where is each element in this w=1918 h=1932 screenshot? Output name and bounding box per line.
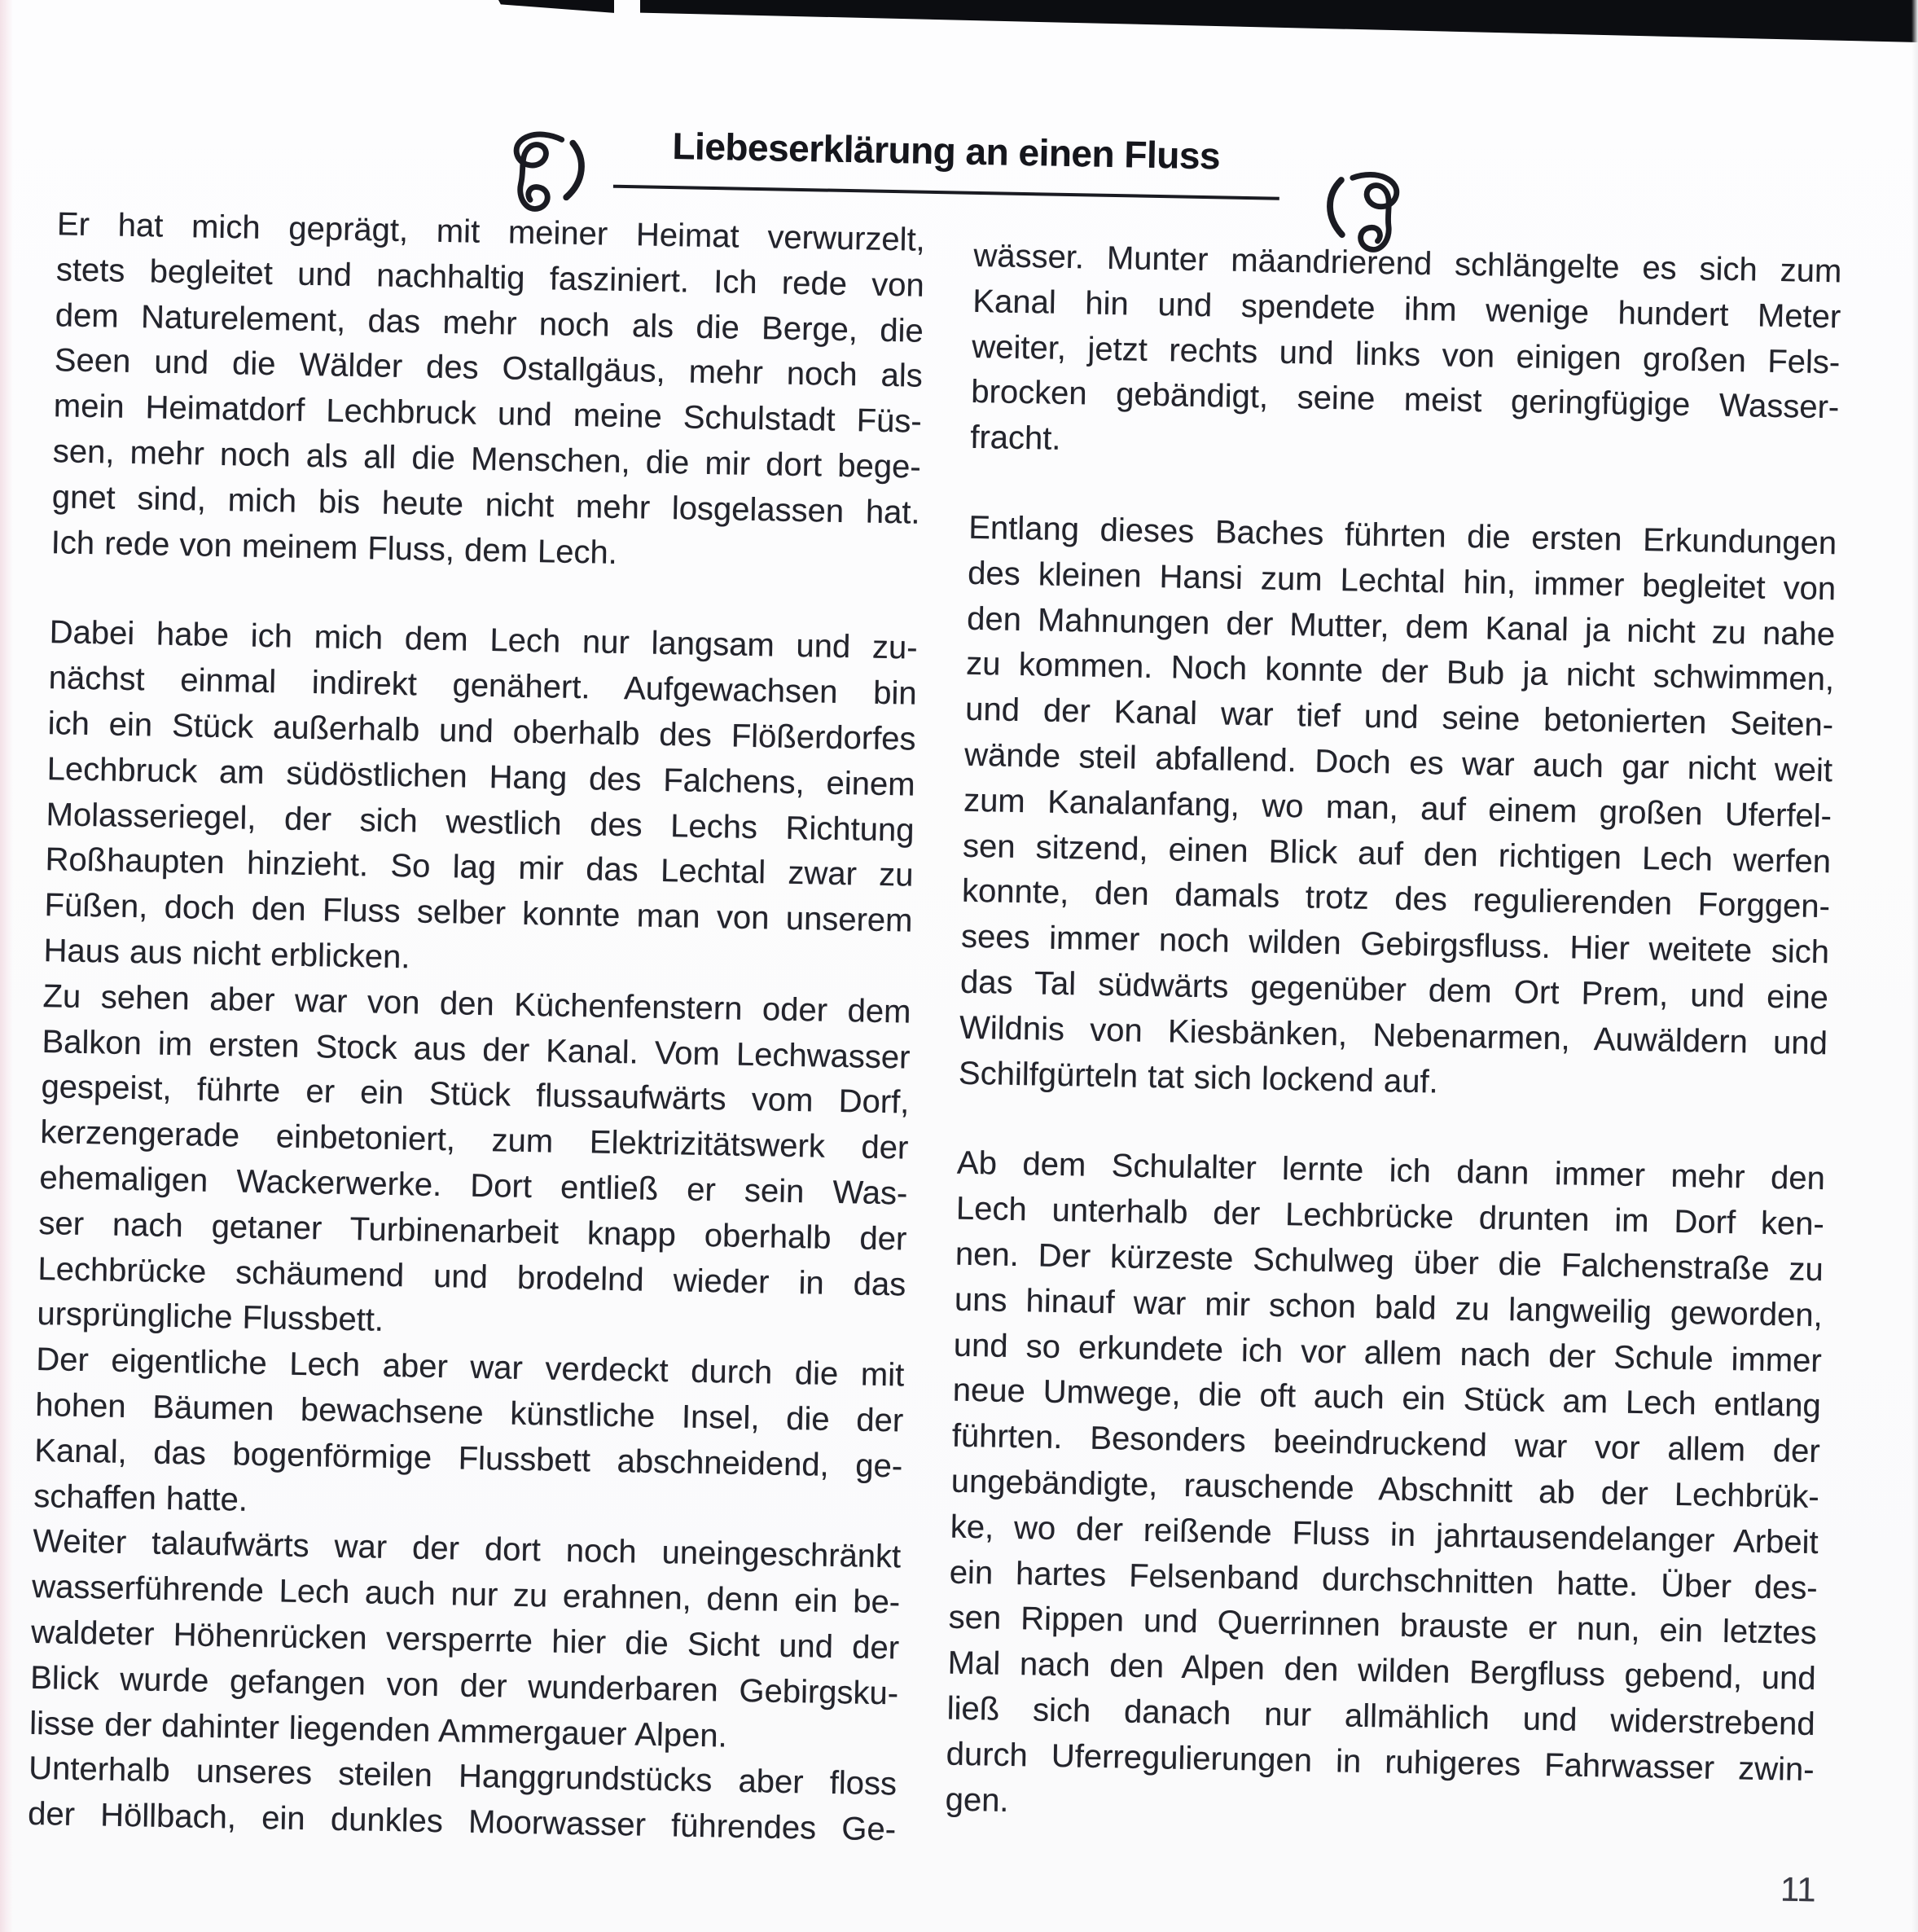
text-line: den Mahnungen der Mutter, dem Kanal ja nicht zu nahe (966, 600, 1836, 652)
text-line: Blick wurde gefangen von der wunderbaren Gebirgsku- (29, 1659, 899, 1712)
text-line: ser nach getaner Turbinenarbeit knapp oberhalb der (38, 1205, 907, 1258)
text-line: wässer. Munter mäandrierend schlängelte es sich zum (973, 237, 1842, 290)
text-line: der Höllbach, ein dunkles Moorwasser führendes Ge- (27, 1795, 897, 1848)
text-line: hohen Bäumen bewachsene künstliche Insel, die der (34, 1386, 904, 1439)
text-line: sen sitzend, einen Blick auf den richtigen Lech werfen (962, 828, 1832, 880)
paragraph (970, 234, 1842, 476)
text-line: Schilfgürteln tat sich lockend auf. (958, 1055, 1439, 1100)
paragraph (959, 506, 1837, 1113)
text-line: stets begleitet und nachhaltig fasziniert. Ich rede von (55, 252, 925, 304)
text-line: Entlang dieses Baches führten die ersten Erkundungen (968, 509, 1837, 562)
text-line: Der eigentliche Lech aber war verdeckt durch die mit (36, 1341, 905, 1394)
text-line: gen. (945, 1781, 1009, 1819)
text-line: und so erkundete ich vor allem nach der Schule immer (953, 1327, 1823, 1379)
text-line: und der Kanal war tief und seine betonierten Seiten- (964, 691, 1834, 744)
text-line: ursprüngliche Flussbett. (37, 1296, 384, 1339)
text-line: sees immer noch wilden Gebirgsfluss. Hier weitete sich (960, 918, 1830, 971)
left-text-column (28, 202, 926, 1853)
page-number: 11 (1780, 1869, 1817, 1909)
paragraph (33, 1337, 905, 1535)
text-line: Unterhalb unseres steilen Hanggrundstücks aber floss (28, 1750, 898, 1802)
text-line: Zu sehen aber war von den Küchenfenstern oder dem (42, 977, 911, 1030)
text-line: Seen und die Wälder des Ostallgäus, mehr noch als (54, 342, 924, 395)
text-line: nächst einmal indirekt genähert. Aufgewachsen bin (48, 660, 917, 712)
text-line: des kleinen Hansi zum Lechtal hin, immer begleitet von (967, 555, 1837, 608)
text-line: fracht. (969, 419, 1061, 458)
text-line: ließ sich danach nur allmählich und widerstrebend (946, 1690, 1815, 1742)
text-line: nen. Der kürzeste Schulweg über die Falchenstraße zu (955, 1236, 1824, 1289)
text-line: ungebändigte, rauschende Abschnitt ab der Lechbrük- (950, 1463, 1820, 1516)
two-column-text (28, 202, 1842, 1870)
text-line: Weiter talaufwärts war der dort noch uneingeschränkt (32, 1523, 902, 1575)
text-line: ehemaligen Wackerwerke. Dort entließ er sein Was- (39, 1159, 908, 1212)
text-line: weiter, jetzt rechts und links von einigen großen Fels- (971, 328, 1841, 380)
text-line: brocken gebändigt, seine meist geringfügige Wasser- (970, 374, 1840, 426)
text-line: Kanal hin und spendete ihm wenige hundert Meter (972, 283, 1841, 336)
text-line: Kanal, das bogenförmige Flussbett abschneidend, ge- (33, 1432, 903, 1485)
text-line: Haus aus nicht erblicken. (43, 933, 410, 976)
text-line: Roßhaupten hinzieht. So lag mir das Lechtal zwar zu (45, 841, 914, 894)
text-line: Er hat mich geprägt, mit meiner Heimat verwurzelt, (56, 206, 926, 258)
text-line: ein hartes Felsenband durchschnitten hatte. Über des- (949, 1554, 1819, 1606)
text-line: Lechbruck am südöstlichen Hang des Falchens, einem (46, 750, 915, 803)
text-line: gespeist, führte er ein Stück flussaufwärts vom Dorf, (41, 1069, 910, 1121)
text-line: gnet sind, mich bis heute nicht mehr losgelassen hat. (51, 478, 921, 531)
text-line: Ab dem Schulalter lernte ich dann immer mehr den (956, 1145, 1826, 1197)
right-text-column (944, 219, 1842, 1870)
text-line: zum Kanalanfang, wo man, auf einem großen Uferfel- (963, 782, 1832, 835)
text-line: wände steil abfallend. Doch es war auch gar nicht weit (963, 736, 1833, 789)
text-line: Lech unterhalb der Lechbrücke drunten im Dorf ken- (955, 1190, 1825, 1243)
paragraph (37, 974, 911, 1354)
paragraph (50, 202, 925, 582)
text-line: Mal nach den Alpen den wilden Bergfluss gebend, und (947, 1644, 1816, 1697)
text-line: mein Heimatdorf Lechbruck und meine Schulstadt Füs- (53, 388, 923, 440)
text-line: ich ein Stück außerhalb und oberhalb des Flößerdorfes (47, 705, 916, 757)
text-line: Wildnis von Kiesbänken, Nebenarmen, Auwäldern und (959, 1009, 1828, 1061)
paragraph (29, 1519, 902, 1762)
title-underline-rule (613, 185, 1279, 200)
text-line: dem Naturelement, das mehr noch als die Berge, die (55, 296, 924, 349)
text-line: Balkon im ersten Stock aus der Kanal. Vom Lechwasser (42, 1023, 911, 1076)
paragraph (43, 611, 918, 990)
paragraph (28, 1746, 898, 1853)
text-line: waldeter Höhenrücken versperrte hier die Sicht und der (30, 1614, 900, 1666)
text-line: ke, wo der reißende Fluss in jahrtausendelanger Arbeit (950, 1508, 1819, 1561)
text-line: Füßen, doch den Fluss selber konnte man von unserem (44, 887, 913, 939)
text-line: das Tal südwärts gegenüber dem Ort Prem, und eine (959, 964, 1829, 1016)
text-line: schaffen hatte. (33, 1478, 248, 1518)
text-line: zu kommen. Noch konnte der Bub ja nicht schwimmen, (965, 646, 1835, 698)
text-line: sen, mehr noch als all die Menschen, die mir dort bege- (52, 433, 922, 485)
text-line: kerzengerade einbetoniert, zum Elektrizitätswerk der (40, 1114, 909, 1166)
text-line: lisse der dahinter liegenden Ammergauer Alpen. (29, 1705, 728, 1754)
text-line: Ich rede von meinem Fluss, dem Lech. (50, 524, 618, 571)
text-line: neue Umwege, die oft auch ein Stück am Lech entlang (952, 1372, 1822, 1425)
text-line: wasserführende Lech auch nur zu erahnen, denn ein be- (31, 1569, 901, 1621)
chapter-title: Liebeserklärung an einen Fluss (672, 125, 1221, 178)
text-line: uns hinauf war mir schon bald zu langweilig geworden, (954, 1281, 1824, 1333)
text-line: Dabei habe ich mich dem Lech nur langsam und zu- (49, 614, 918, 667)
text-line: sen Rippen und Querrinnen brauste er nun, ein letztes (948, 1599, 1818, 1652)
text-line: Molasseriegel, der sich westlich des Lechs Richtung (46, 796, 915, 849)
text-line: führten. Besonders beeindruckend war vor allem der (951, 1417, 1821, 1470)
text-line: Lechbrücke schäumend und brodelnd wieder in das (37, 1250, 906, 1303)
text-line: konnte, den damals trotz des regulierenden Forggen- (961, 873, 1831, 925)
paragraph (945, 1141, 1825, 1838)
text-line: durch Uferregulierungen in ruhigeres Fahrwasser zwin- (946, 1736, 1815, 1788)
